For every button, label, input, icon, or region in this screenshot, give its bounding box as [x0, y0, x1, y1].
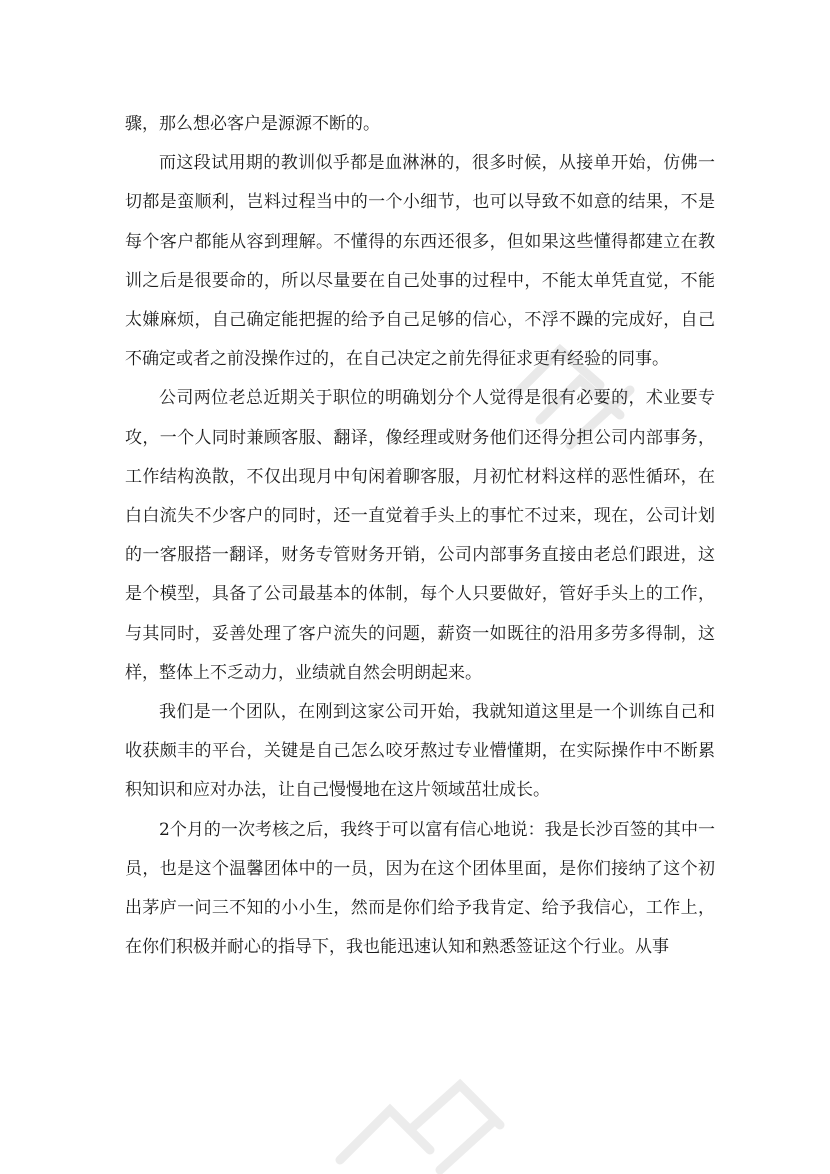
paragraph-assessment: 2个月的一次考核之后，我终于可以富有信心地说：我是长沙百签的其中一员，也是这个温馨团体中的一员，因为在这个团体里面，是你们接纳了这个初出茅庐一问三不知的小小生，然而是你们给予我肯定、给予我信心，工作上，在你们积极并耐心的指导下，我也能迅速认知和熟悉签证这个行业。从事: [125, 819, 715, 958]
paragraph-trial-period-lessons: 而这段试用期的教训似乎都是血淋淋的，很多时候，从接单开始，仿佛一切都是蛮顺利，岂料过程当中的一个小细节，也可以导致不如意的结果，不是每个客户都能从容到理解。不懂得的东西还很多，但如果这些懂得都建立在教训之后是很要命的，所以尽量要在自己处事的过程中，不能太单凭直觉，不能太嫌麻烦，自己确定能把握的给予自己足够的信心，不浮不躁的完成好，自己不确定或者之前没操作过的，在自己决定之前先得征求更有经验的同事。: [125, 153, 715, 370]
paragraph-continuation: 骤，那么想必客户是源源不断的。: [125, 114, 380, 134]
paragraph-job-division: 公司两位老总近期关于职位的明确划分个人觉得是很有必要的，术业要专攻，一个人同时兼顾客服、翻译，像经理或财务他们还得分担公司内部事务，工作结构涣散，不仅出现月中旬闲着聊客服，月初忙材料这样的恶性循环，在白白流失不少客户的同时，还一直觉着手头上的事忙不过来，现在，公司计划的一客服搭一翻译，财务专管财务开销，公司内部事务直接由老总们跟进，这是个模型，具备了公司最基本的体制，每个人只要做好，管好手头上的工作，与其同时，妥善处理了客户流失的问题，薪资一如既往的沿用多劳多得制，这样，整体上不乏动力，业绩就自然会明朗起来。: [125, 388, 715, 683]
watermark-mark-lower: [320, 1070, 520, 1174]
paragraph-team-platform: 我们是一个团队，在刚到这家公司开始，我就知道这里是一个训练自己和收获颇丰的平台，关键是自己怎么咬牙熬过专业懵懂期，在实际操作中不断累积知识和应对办法，让自己慢慢地在这片领域茁壮成长。: [125, 702, 715, 801]
document-body: [125, 105, 715, 967]
